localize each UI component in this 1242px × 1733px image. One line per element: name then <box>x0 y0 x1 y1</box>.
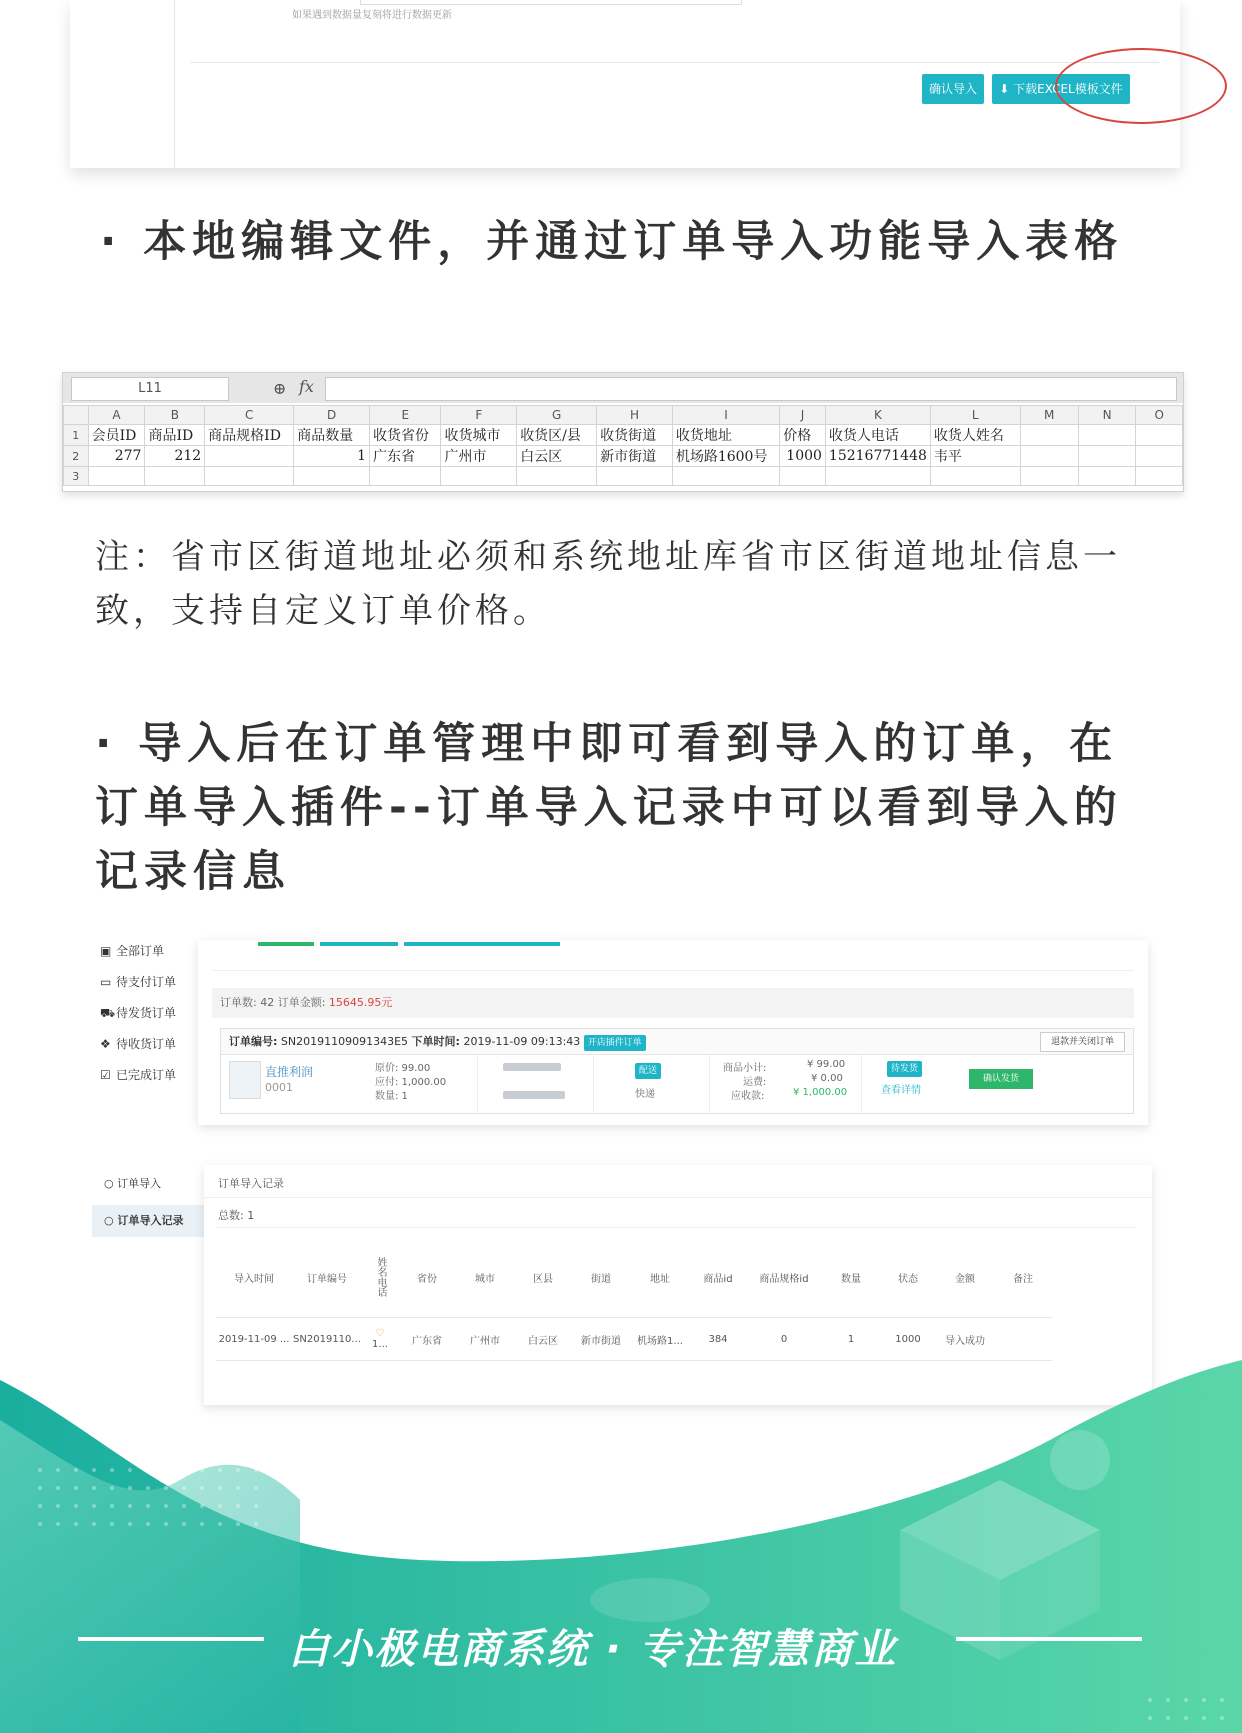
order-management-screenshot <box>100 940 1150 1125</box>
table-row <box>216 1318 1052 1361</box>
column-header[interactable]: D <box>294 406 370 425</box>
product-code: 0001 <box>265 1081 293 1094</box>
order-card <box>220 1028 1134 1114</box>
records-title: 订单导入记录 <box>218 1177 284 1190</box>
sheet-row <box>64 467 1183 486</box>
sheet-cell[interactable]: 收货人电话 <box>825 425 930 446</box>
sheet-cell[interactable] <box>597 467 673 486</box>
sheet-cell[interactable]: 1000 <box>780 446 826 467</box>
status-tag: 待发货 <box>887 1061 922 1077</box>
receivable-label: 应收款: <box>731 1091 765 1102</box>
column-header: 街道 <box>572 1237 630 1318</box>
row-header[interactable]: 2 <box>64 446 89 467</box>
sheet-cell[interactable]: 收货省份 <box>370 425 441 446</box>
address-note: 注：省市区街道地址必须和系统地址库省市区街道地址信息一致，支持自定义订单价格。 <box>95 537 1121 631</box>
sidebar-item-label: 待支付订单 <box>116 975 177 989</box>
product-name[interactable]: 直推利润 <box>265 1065 314 1079</box>
phone-text: 1... <box>372 1339 388 1350</box>
table-cell: 广州市 <box>456 1318 514 1361</box>
card-icon: ▭ <box>100 975 112 989</box>
price-paid: 应付: 1,000.00 <box>375 1077 447 1088</box>
table-cell: 2019-11-09 ... <box>216 1318 292 1361</box>
check-square-icon: ☑ <box>100 1068 111 1082</box>
order-no: SN20191109091343E5 <box>280 1035 409 1048</box>
sheet-cell[interactable]: 商品ID <box>145 425 205 446</box>
sheet-cell[interactable] <box>930 467 1020 486</box>
view-detail-link[interactable]: 查看详情 <box>881 1085 921 1096</box>
sheet-cell[interactable]: 机场路1600号 <box>672 446 779 467</box>
column-header[interactable]: E <box>370 406 441 425</box>
table-cell: 1000 <box>880 1318 936 1361</box>
records-header-row <box>216 1237 1052 1318</box>
column-header[interactable]: C <box>205 406 294 425</box>
column-header[interactable]: G <box>517 406 597 425</box>
sidebar-item-order-filter[interactable] <box>100 942 164 959</box>
column-header[interactable]: B <box>145 406 205 425</box>
column-header-row <box>64 406 1183 425</box>
product-thumbnail <box>229 1061 261 1099</box>
sheet-cell[interactable] <box>825 467 930 486</box>
sheet-cell[interactable] <box>517 467 597 486</box>
download-icon: ⬇ <box>999 82 1010 96</box>
table-cell: 0 <box>746 1318 822 1361</box>
circle-icon: ○ <box>104 1214 114 1227</box>
sheet-cell[interactable] <box>1136 467 1183 486</box>
sidebar-item-label: 全部订单 <box>116 944 165 958</box>
footer-banner <box>0 1360 1242 1733</box>
sheet-cell[interactable] <box>205 446 294 467</box>
sheet-cell[interactable] <box>1136 446 1183 467</box>
freight: ¥ 0.00 <box>811 1073 843 1084</box>
column-header[interactable]: I <box>672 406 779 425</box>
column-header: 金额 <box>936 1237 994 1318</box>
import-hint: 如果遇到数据量复刻将进行数据更新 <box>292 10 452 21</box>
order-summary <box>212 988 1134 1018</box>
buyer-info-blurred <box>503 1091 565 1099</box>
form-divider <box>190 62 1160 63</box>
formula-bar <box>63 373 1183 403</box>
copy-icon: ▣ <box>100 944 112 958</box>
records-table <box>216 1237 1052 1361</box>
column-header: 商品规格id <box>746 1237 822 1318</box>
sidebar-item-label: 订单导入记录 <box>117 1214 184 1227</box>
sheet-cell[interactable]: 277 <box>88 446 145 467</box>
order-time-label: 下单时间: <box>411 1035 460 1048</box>
records-total: 总数: 1 <box>218 1209 255 1222</box>
order-no-label: 订单编号: <box>229 1035 278 1048</box>
zoom-icon[interactable]: ⊕ <box>273 379 287 398</box>
order-source-tag: 开店插件订单 <box>584 1035 646 1051</box>
sheet-cell[interactable]: 收货区/县 <box>517 425 597 446</box>
import-form-card <box>70 0 1180 168</box>
sheet-cell[interactable]: 15216771448 <box>825 446 930 467</box>
sheet-cell[interactable]: 收货地址 <box>672 425 779 446</box>
table-cell: 白云区 <box>514 1318 572 1361</box>
table-cell: 新市街道 <box>572 1318 630 1361</box>
footer-slogan: 白小极电商系统 · 专注智慧商业 <box>288 1625 898 1673</box>
slogan-line-right <box>956 1637 1142 1641</box>
import-file-input[interactable] <box>360 0 742 5</box>
row-header[interactable]: 1 <box>64 425 89 446</box>
sheet-cell[interactable]: 广州市 <box>441 446 517 467</box>
shipping-tag: 配送 <box>635 1063 661 1079</box>
order-header <box>221 1029 1133 1055</box>
column-header[interactable]: F <box>441 406 517 425</box>
column-header: 地址 <box>630 1237 690 1318</box>
column-header[interactable]: H <box>597 406 673 425</box>
sheet-cell[interactable]: 新市街道 <box>597 446 673 467</box>
refund-close-button[interactable]: 退款并关闭订单 <box>1040 1032 1125 1052</box>
column-header: 城市 <box>456 1237 514 1318</box>
sidebar-item-label: 已完成订单 <box>116 1068 177 1082</box>
highlight-circle <box>1055 48 1227 124</box>
sheet-cell[interactable]: 商品规格ID <box>205 425 294 446</box>
table-cell: 导入成功 <box>936 1318 994 1361</box>
receivable: ¥ 1,000.00 <box>793 1087 848 1098</box>
table-cell: 384 <box>690 1318 746 1361</box>
column-header: 姓名电话 <box>362 1237 398 1318</box>
sheet-cell[interactable] <box>1020 467 1078 486</box>
sidebar-item-label: 订单导入 <box>117 1177 162 1190</box>
price-original: 原价: 99.00 <box>375 1063 431 1074</box>
sidebar-item-order-filter[interactable] <box>100 973 176 990</box>
spreadsheet-grid <box>63 405 1183 486</box>
heading-local-edit: · 本地编辑文件，并通过订单导入功能导入表格 <box>100 217 1124 267</box>
sheet-cell[interactable] <box>1020 425 1078 446</box>
sheet-cell[interactable] <box>780 467 826 486</box>
fx-icon[interactable]: fx <box>299 377 314 396</box>
sheet-cell[interactable]: 价格 <box>780 425 826 446</box>
spreadsheet <box>62 372 1184 492</box>
sheet-cell[interactable] <box>88 467 145 486</box>
sheet-cell[interactable] <box>145 467 205 486</box>
column-header[interactable]: K <box>825 406 930 425</box>
table-cell <box>362 1318 398 1361</box>
sidebar-item-import-records[interactable] <box>92 1205 204 1237</box>
sidebar-item-order-filter[interactable] <box>100 1066 176 1083</box>
panel-divider <box>212 970 1134 971</box>
sheet-cell[interactable]: 白云区 <box>517 446 597 467</box>
sheet-cell[interactable] <box>1020 446 1078 467</box>
shipping-method: 快递 <box>635 1089 655 1100</box>
tab-indicator <box>404 942 560 946</box>
handshake-icon: ❖ <box>100 1037 111 1051</box>
truck-icon: ⛟ <box>100 1006 116 1020</box>
sheet-cell[interactable]: 收货街道 <box>597 425 673 446</box>
row-header[interactable]: 3 <box>64 467 89 486</box>
sheet-cell[interactable] <box>1078 467 1136 486</box>
sidebar-item-order-filter[interactable] <box>100 1004 176 1022</box>
avatar-icon: ♡ <box>375 1328 385 1339</box>
column-header: 数量 <box>822 1237 880 1318</box>
column-header: 导入时间 <box>216 1237 292 1318</box>
confirm-ship-button[interactable]: 确认发货 <box>969 1069 1033 1089</box>
order-time: 2019-11-09 09:13:43 <box>463 1035 581 1048</box>
heading-after-import: · 导入后在订单管理中即可看到导入的订单，在订单导入插件--订单导入记录中可以看到导入的记录信息 <box>95 719 1123 897</box>
sheet-cell[interactable] <box>672 467 779 486</box>
sheet-cell[interactable] <box>205 467 294 486</box>
table-cell: 1 <box>822 1318 880 1361</box>
column-header[interactable]: N <box>1078 406 1136 425</box>
column-header: 订单编号 <box>292 1237 362 1318</box>
column-header: 区县 <box>514 1237 572 1318</box>
column-header[interactable]: L <box>930 406 1020 425</box>
slogan-line-left <box>78 1637 264 1641</box>
quantity: 数量: 1 <box>375 1091 408 1102</box>
circle-icon: ○ <box>104 1177 114 1190</box>
sidebar-item-label: 待发货订单 <box>116 1006 177 1020</box>
formula-input[interactable] <box>325 377 1177 401</box>
column-header: 省份 <box>398 1237 456 1318</box>
order-list-panel <box>198 940 1148 1125</box>
corner-cell <box>64 406 89 425</box>
sheet-cell[interactable]: 广东省 <box>370 446 441 467</box>
sheet-cell[interactable] <box>294 467 370 486</box>
table-cell <box>994 1318 1052 1361</box>
summary-label: 订单数: 42 订单金额: <box>220 996 329 1009</box>
sheet-cell[interactable]: 商品数量 <box>294 425 370 446</box>
sheet-cell[interactable] <box>370 467 441 486</box>
table-cell: SN2019110... <box>292 1318 362 1361</box>
buyer-info-blurred <box>503 1063 561 1071</box>
sheet-cell[interactable] <box>1078 425 1136 446</box>
sheet-cell[interactable] <box>441 467 517 486</box>
column-header[interactable]: A <box>88 406 145 425</box>
subtotal: ¥ 99.00 <box>807 1059 846 1070</box>
table-cell: 广东省 <box>398 1318 456 1361</box>
sheet-cell[interactable]: 收货城市 <box>441 425 517 446</box>
table-cell: 机场路1... <box>630 1318 690 1361</box>
sheet-cell[interactable]: 会员ID <box>88 425 145 446</box>
tab-indicator <box>320 942 398 946</box>
tab-indicator <box>258 942 314 946</box>
sheet-row <box>64 446 1183 467</box>
column-header[interactable]: J <box>780 406 826 425</box>
sheet-cell[interactable] <box>1078 446 1136 467</box>
column-header: 商品id <box>690 1237 746 1318</box>
sidebar-item-label: 待收货订单 <box>116 1037 177 1051</box>
subtotal-label: 商品小计: <box>723 1063 767 1074</box>
confirm-import-button[interactable]: 确认导入 <box>922 74 984 104</box>
download-template-label: 下载EXCEL模板文件 <box>1013 82 1123 96</box>
sidebar-item-order-import[interactable] <box>104 1175 161 1191</box>
freight-label: 运费: <box>743 1077 767 1088</box>
summary-amount: 15645.95元 <box>328 996 393 1009</box>
sheet-cell[interactable]: 1 <box>294 446 370 467</box>
sheet-cell[interactable]: 收货人姓名 <box>930 425 1020 446</box>
cell-reference-box[interactable]: L11 <box>71 377 229 401</box>
sheet-cell[interactable] <box>1136 425 1183 446</box>
sidebar-divider <box>174 0 175 168</box>
sheet-cell[interactable]: 212 <box>145 446 205 467</box>
sheet-cell[interactable]: 韦平 <box>930 446 1020 467</box>
sidebar-item-order-filter[interactable] <box>100 1035 176 1052</box>
sheet-row <box>64 425 1183 446</box>
column-header[interactable]: M <box>1020 406 1078 425</box>
column-header: 备注 <box>994 1237 1052 1318</box>
column-header: 状态 <box>880 1237 936 1318</box>
column-header[interactable]: O <box>1136 406 1183 425</box>
